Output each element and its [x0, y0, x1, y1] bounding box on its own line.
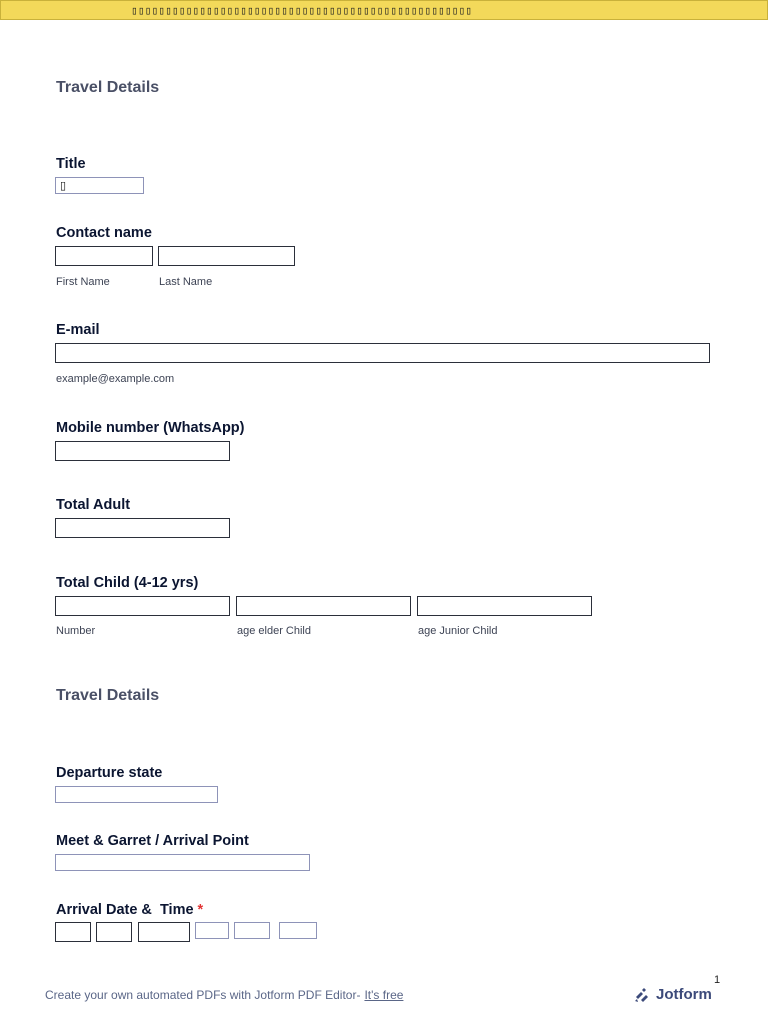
first-name-input[interactable]	[55, 246, 153, 266]
last-name-input[interactable]	[158, 246, 295, 266]
arrival-year-input[interactable]	[138, 922, 190, 942]
arrival-day-input[interactable]	[96, 922, 132, 942]
departure-state-input[interactable]	[55, 786, 218, 803]
mobile-input[interactable]	[55, 441, 230, 461]
footer-text	[45, 988, 403, 1002]
arrival-hour-input[interactable]	[195, 922, 229, 939]
section-title-travel-details: Travel Details	[56, 79, 160, 96]
total-adult-label: Total Adult	[56, 497, 131, 513]
arrival-month-input[interactable]	[55, 922, 91, 942]
arrival-ampm-input[interactable]	[279, 922, 317, 939]
mobile-label: Mobile number (WhatsApp)	[56, 420, 245, 436]
child-number-input[interactable]	[55, 596, 230, 616]
title-label: Title	[56, 156, 86, 172]
contact-name-label: Contact name	[56, 225, 152, 241]
email-label: E-mail	[56, 322, 100, 338]
child-age-junior-input[interactable]	[417, 596, 592, 616]
page-number: 1	[714, 974, 721, 986]
email-sublabel: example@example.com	[56, 373, 175, 385]
banner-text: ▯▯▯▯▯▯▯▯▯▯▯▯▯▯▯▯▯▯▯▯▯▯▯▯▯▯▯▯▯▯▯▯▯▯▯▯▯▯▯▯▯▯▯▯▯▯▯▯▯▯	[131, 4, 473, 17]
jotform-logo[interactable]	[634, 986, 712, 1003]
child-age-elder-input[interactable]	[236, 596, 411, 616]
arrival-minute-input[interactable]	[234, 922, 270, 939]
jotform-logo-text: Jotform	[656, 986, 712, 1003]
departure-state-label: Departure state	[56, 765, 163, 781]
child-number-sublabel: Number	[56, 625, 96, 637]
email-input[interactable]	[55, 343, 710, 363]
meet-garret-label: Meet & Garret / Arrival Point	[56, 833, 249, 849]
meet-garret-input[interactable]	[55, 854, 310, 871]
footer-promo-text: Create your own automated PDFs with Jotform PDF Editor-	[45, 988, 361, 1002]
title-input-value: ▯	[60, 180, 67, 192]
child-age-elder-sublabel: age elder Child	[237, 625, 311, 637]
title-input[interactable]	[55, 177, 144, 194]
top-banner	[0, 0, 768, 20]
total-adult-input[interactable]	[55, 518, 230, 538]
total-child-label: Total Child (4-12 yrs)	[56, 575, 199, 591]
jotform-logo-icon	[634, 987, 650, 1003]
arrival-label-text: Arrival Date & Time	[56, 902, 194, 918]
footer-link-its-free[interactable]: It's free	[364, 988, 404, 1002]
required-asterisk: *	[197, 902, 204, 918]
first-name-sublabel: First Name	[56, 276, 110, 288]
child-age-junior-sublabel: age Junior Child	[418, 625, 498, 637]
section-title-travel-details-2: Travel Details	[56, 687, 160, 704]
last-name-sublabel: Last Name	[159, 276, 213, 288]
arrival-label	[56, 902, 203, 918]
